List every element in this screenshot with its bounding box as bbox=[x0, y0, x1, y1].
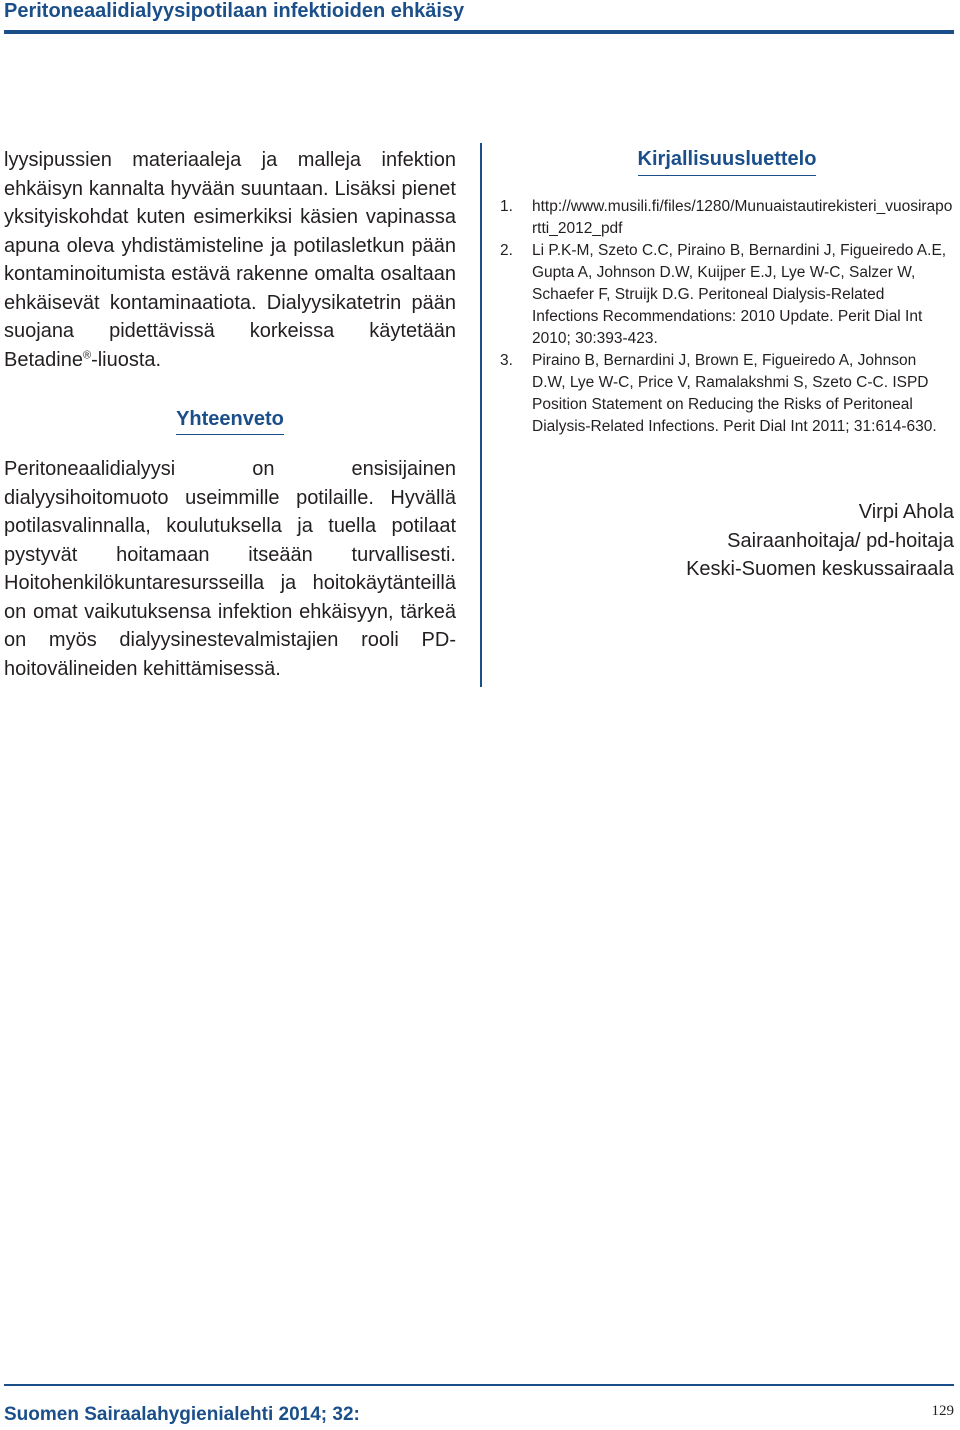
reference-item bbox=[500, 240, 954, 350]
reference-number: 3. bbox=[500, 352, 513, 369]
right-column bbox=[500, 148, 954, 584]
references-heading-wrapper bbox=[500, 148, 954, 176]
intro-paragraph bbox=[4, 146, 456, 374]
author-role: Sairaanhoitaja/ pd-hoitaja bbox=[727, 529, 954, 552]
reference-number: 2. bbox=[500, 242, 513, 259]
author-name: Virpi Ahola bbox=[858, 501, 954, 523]
reference-item bbox=[500, 350, 954, 438]
references-heading: Kirjallisuusluettelo bbox=[638, 148, 817, 176]
author-signature bbox=[500, 498, 954, 584]
left-column bbox=[4, 146, 456, 683]
reference-text: Piraino B, Bernardini J, Brown E, Figueiredo A, Johnson D.W, Lye W-C, Price V, Ramalakshmi S, Szeto C-C. ISPD Position Statement on Reducing the Risks of Peritoneal Dialysis-Related Infections. Perit Dial Int 2011; 31:614-630. bbox=[532, 352, 937, 435]
reference-item bbox=[500, 196, 954, 240]
page-header-title: Peritoneaalidialyysipotilaan infektioiden ehkäisy bbox=[4, 0, 465, 22]
reference-number: 1. bbox=[500, 198, 513, 215]
summary-heading: Yhteenveto bbox=[176, 408, 284, 435]
footer-journal-title: Suomen Sairaalahygienialehti 2014; 32: bbox=[4, 1404, 360, 1425]
reference-text: Li P.K-M, Szeto C.C, Piraino B, Bernardini J, Figueiredo A.E, Gupta A, Johnson D.W, Kuijper E.J, Lye W-C, Salzer W, Schaefer F, Struijk D.G. Peritoneal Dialysis-Related Infections Recommendations: 2010 Update. Perit Dial Int 2010; 30:393-423. bbox=[532, 242, 947, 347]
page-number: 129 bbox=[931, 1403, 954, 1419]
author-organization: Keski-Suomen keskussairaala bbox=[686, 558, 954, 580]
reference-text: http://www.musili.fi/files/1280/Munuaistautirekisteri_vuosiraportti_2012_pdf bbox=[532, 198, 953, 237]
registered-trademark-mark: ® bbox=[82, 348, 92, 361]
intro-paragraph-end: -liuosta. bbox=[91, 348, 162, 371]
reference-list bbox=[500, 196, 954, 438]
summary-heading-wrapper bbox=[4, 408, 456, 435]
footer-divider bbox=[4, 1384, 954, 1386]
column-divider bbox=[480, 143, 482, 687]
summary-paragraph: Peritoneaalidialyysi on ensisijainen dialyysihoitomuoto useimmille potilaille. Hyvällä potilasvalinnalla, koulutuksella ja tuella potilaat pystyvät hoitamaan itseään turvallisesti. Hoitohenkilökuntaresursseilla ja hoitokäytänteillä on omat vaikutuksensa infektion ehkäisyyn, tärkeä on myös dialyysinestevalmistajien rooli PD-hoitovälineiden kehittämisessä. bbox=[4, 458, 456, 680]
header-divider bbox=[4, 30, 954, 34]
intro-paragraph-text: lyysipussien materiaaleja ja malleja infektion ehkäisyn kannalta hyvään suuntaan. Lisäksi pienet yksityiskohdat kuten esimerkiksi käsien vapinassa apuna oleva yhdistämisteline ja potilasletkun pään kontaminoitumista estävä rakenne omalta osaltaan ehkäisevät kontaminaatiota. Dialyysikatetrin pään suojana pidettävissä korkeissa käytetään Betadine bbox=[4, 149, 456, 371]
